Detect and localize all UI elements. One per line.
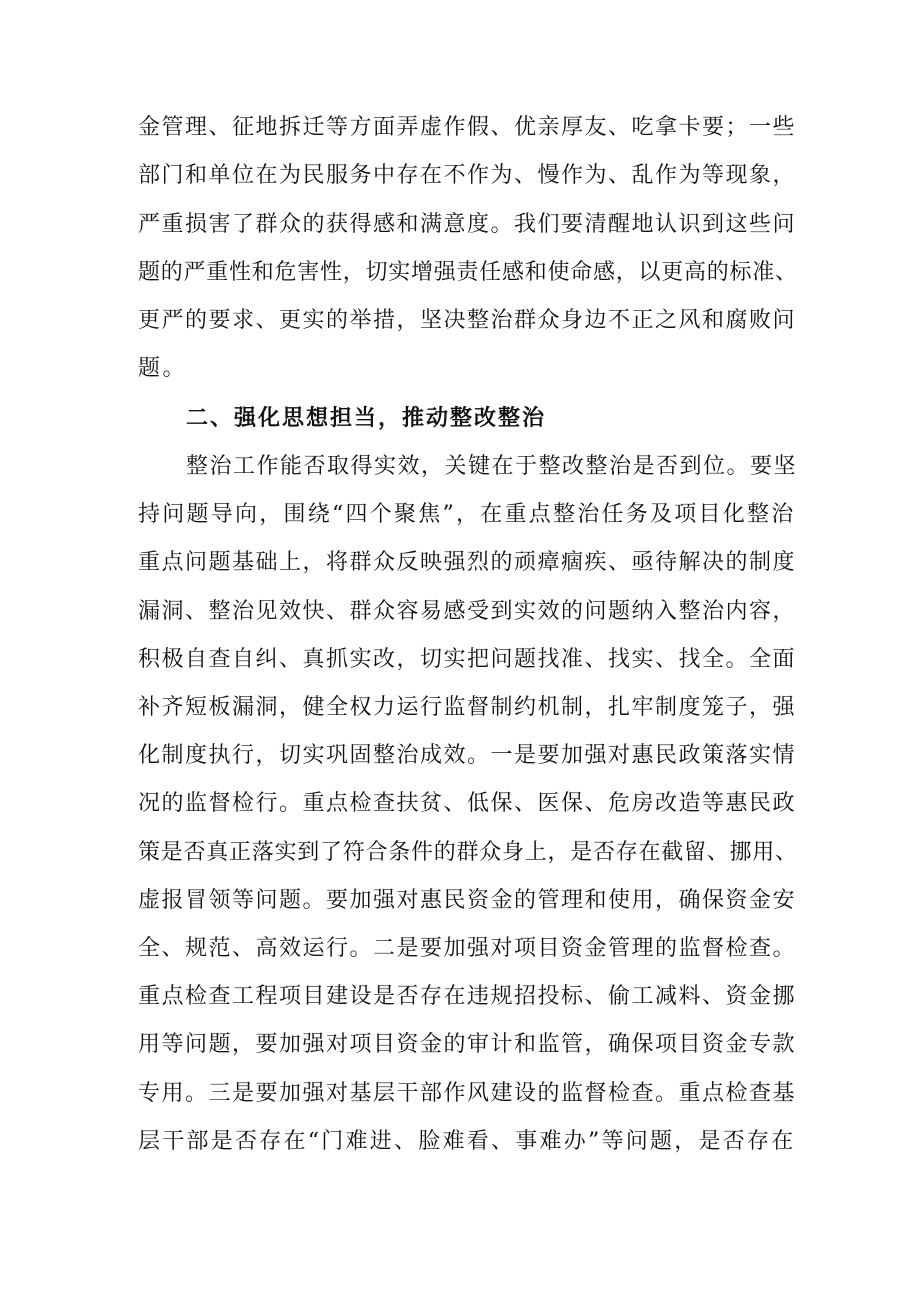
paragraph-2-line-15: 层干部是否存在“门难进、脸难看、事难办”等问题，是否存在 xyxy=(138,1129,796,1154)
paragraph-1-line-2: 部门和单位在为民服务中存在不作为、慢作为、乱作为等现象， xyxy=(138,163,797,188)
paragraph-1-line-6: 题。 xyxy=(138,356,188,381)
paragraph-2-line-11: 全、规范、高效运行。二是要加强对项目资金管理的监督检查。 xyxy=(138,936,797,961)
paragraph-1-line-3: 严重损害了群众的获得感和满意度。我们要清醒地认识到这些问 xyxy=(138,212,797,237)
paragraph-1-line-1: 金管理、征地拆迁等方面弄虚作假、优亲厚友、吃拿卡要；一些 xyxy=(138,115,797,140)
paragraph-2-line-12: 重点检查工程项目建设是否存在违规招投标、偷工减料、资金挪 xyxy=(138,984,797,1009)
paragraph-2-line-4: 漏洞、整治见效快、群众容易感受到实效的问题纳入整治内容， xyxy=(138,599,797,624)
paragraph-2-line-7: 化制度执行，切实巩固整治成效。一是要加强对惠民政策落实情 xyxy=(138,743,797,768)
paragraph-1-line-5: 更严的要求、更实的举措，坚决整治群众身边不正之风和腐败问 xyxy=(138,308,797,333)
paragraph-2-line-9: 策是否真正落实到了符合条件的群众身上，是否存在截留、挪用、 xyxy=(138,840,798,865)
paragraph-2-line-5: 积极自查自纠、真抓实改，切实把问题找准、找实、找全。全面 xyxy=(138,647,797,672)
paragraph-2-line-1: 整治工作能否取得实效，关键在于整改整治是否到位。要坚 xyxy=(186,454,798,479)
paragraph-2-line-14: 专用。三是要加强对基层干部作风建设的监督检查。重点检查基 xyxy=(138,1081,797,1106)
paragraph-2-line-8: 况的监督检行。重点检查扶贫、低保、医保、危房改造等惠民政 xyxy=(138,791,797,816)
paragraph-2-line-6: 补齐短板漏洞，健全权力运行监督制约机制，扎牢制度笼子，强 xyxy=(138,695,797,720)
paragraph-2-line-3: 重点问题基础上，将群众反映强烈的顽瘴痼疾、亟待解决的制度 xyxy=(138,550,797,575)
paragraph-2-line-10: 虚报冒领等问题。要加强对惠民资金的管理和使用，确保资金安 xyxy=(138,888,797,913)
paragraph-1-line-4: 题的严重性和危害性，切实增强责任感和使命感，以更高的标准、 xyxy=(138,260,798,285)
paragraph-2-line-13: 用等问题，要加强对项目资金的审计和监管，确保项目资金专款 xyxy=(138,1032,797,1057)
paragraph-2-line-2: 持问题导向，围绕“四个聚焦”，在重点整治任务及项目化整治 xyxy=(138,502,796,527)
section-heading: 二、强化思想担当，推动整改整治 xyxy=(186,406,547,431)
